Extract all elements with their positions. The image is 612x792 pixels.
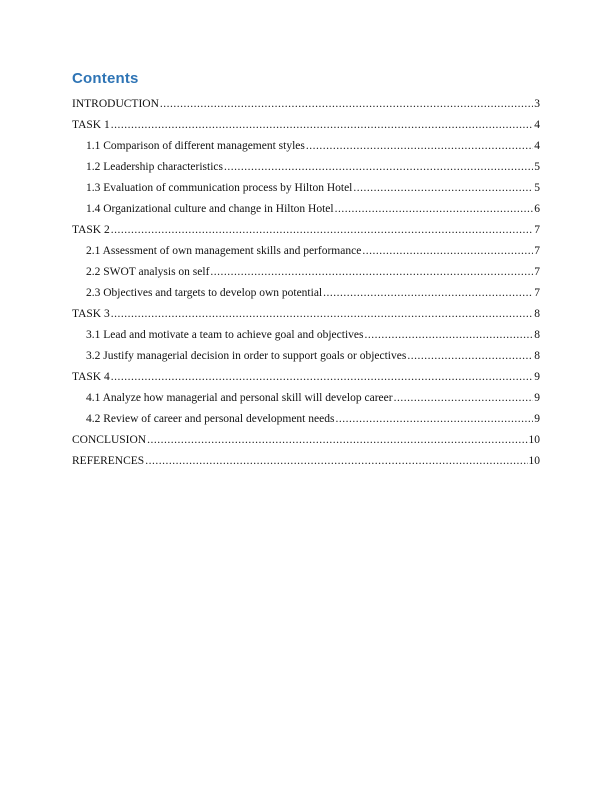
toc-dot-leader [362,246,533,258]
toc-entry-label: TASK 2 [72,224,110,236]
toc-dot-leader [111,225,534,237]
toc-dot-leader [306,141,533,153]
toc-entry-label: REFERENCES [72,455,145,467]
toc-dot-leader [145,456,527,468]
toc-dot-leader [111,309,534,321]
toc-entry[interactable] [72,456,540,468]
toc-entry[interactable] [72,435,540,447]
toc-dot-leader [407,351,533,363]
toc-entry[interactable] [72,246,540,258]
toc-entry-label: 3.1 Lead and motivate a team to achieve goal and objectives [86,329,364,341]
toc-entry-label: 2.3 Objectives and targets to develop own potential [86,287,323,299]
toc-entry[interactable] [72,120,540,132]
toc-entry-page: 10 [528,455,540,467]
toc-dot-leader [147,435,527,447]
toc-entry[interactable] [72,330,540,342]
toc-list [72,99,540,468]
toc-entry-label: TASK 3 [72,308,110,320]
toc-entry[interactable] [72,351,540,363]
toc-entry[interactable] [72,162,540,174]
toc-dot-leader [111,372,534,384]
toc-entry-label: INTRODUCTION [72,98,159,110]
toc-entry-label: 4.1 Analyze how managerial and personal skill will develop career [86,392,393,404]
toc-entry-page: 9 [534,371,540,383]
toc-entry-page: 7 [534,287,540,299]
toc-entry[interactable] [72,204,540,216]
toc-entry-label: 1.3 Evaluation of communication process by Hilton Hotel [86,182,353,194]
toc-entry-page: 5 [534,161,540,173]
toc-entry[interactable] [72,99,540,111]
toc-dot-leader [335,204,534,216]
toc-entry[interactable] [72,309,540,321]
toc-entry-page: 3 [534,98,540,110]
toc-dot-leader [160,99,533,111]
toc-dot-leader [224,162,533,174]
toc-dot-leader [111,120,534,132]
toc-entry-label: 1.2 Leadership characteristics [86,161,223,173]
toc-entry-label: 1.1 Comparison of different management styles [86,140,305,152]
toc-entry-label: 1.4 Organizational culture and change in Hilton Hotel [86,203,334,215]
toc-dot-leader [394,393,534,405]
toc-entry[interactable] [72,288,540,300]
toc-dot-leader [335,414,533,426]
toc-entry-page: 9 [534,392,540,404]
toc-entry-page: 7 [534,245,540,257]
toc-entry-page: 5 [534,182,540,194]
toc-entry[interactable] [72,141,540,153]
toc-entry-page: 7 [534,224,540,236]
toc-entry-page: 9 [534,413,540,425]
toc-entry[interactable] [72,225,540,237]
toc-entry-label: TASK 4 [72,371,110,383]
toc-dot-leader [353,183,533,195]
toc-entry[interactable] [72,393,540,405]
toc-entry-page: 7 [534,266,540,278]
toc-section [72,70,540,477]
toc-entry-page: 4 [534,140,540,152]
toc-entry-page: 6 [534,203,540,215]
toc-entry-label: 2.1 Assessment of own management skills and performance [86,245,362,257]
toc-heading: Contents [72,70,139,87]
toc-entry-page: 8 [534,350,540,362]
toc-entry-page: 8 [534,308,540,320]
toc-entry[interactable] [72,414,540,426]
toc-dot-leader [365,330,534,342]
toc-dot-leader [210,267,533,279]
toc-dot-leader [323,288,533,300]
toc-entry-label: CONCLUSION [72,434,147,446]
toc-entry[interactable] [72,372,540,384]
toc-entry-page: 8 [534,329,540,341]
toc-entry-page: 10 [528,434,540,446]
toc-entry-label: 4.2 Review of career and personal development needs [86,413,335,425]
toc-entry[interactable] [72,267,540,279]
toc-entry-label: 2.2 SWOT analysis on self [86,266,210,278]
toc-entry[interactable] [72,183,540,195]
toc-entry-page: 4 [534,119,540,131]
toc-entry-label: 3.2 Justify managerial decision in order to support goals or objectives [86,350,407,362]
toc-entry-label: TASK 1 [72,119,110,131]
